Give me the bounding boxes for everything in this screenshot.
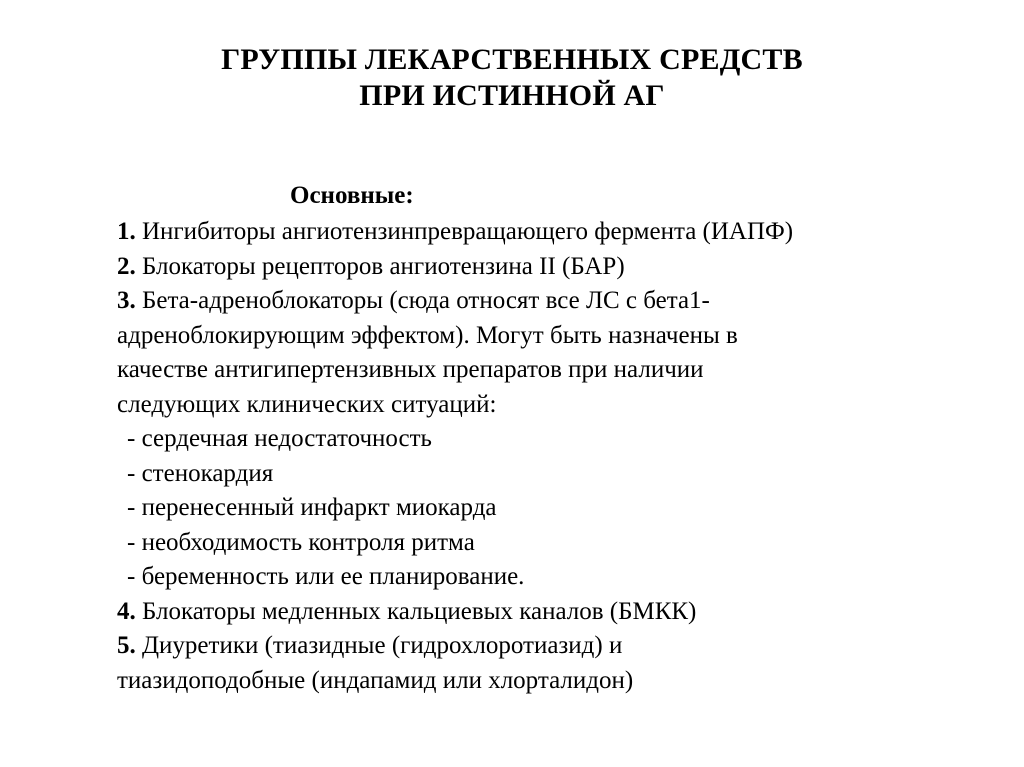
sub-item: - необходимость контроля ритма xyxy=(127,528,475,556)
item-text-continuation: тиазидоподобные (индапамид или хлорталидон) xyxy=(117,666,634,694)
title-line-2: ПРИ ИСТИННОЙ АГ xyxy=(359,79,665,112)
section-heading: Основные: xyxy=(290,182,414,209)
title-line-1: ГРУППЫ ЛЕКАРСТВЕННЫХ СРЕДСТВ xyxy=(221,43,803,76)
item-number: 3. xyxy=(117,287,136,314)
item-number: 5. xyxy=(117,632,136,659)
item-text: Блокаторы рецепторов ангиотензина II (БАР) xyxy=(142,252,625,280)
list-item-2 xyxy=(117,250,793,285)
item-text: Диуретики (тиазидные (гидрохлоротиазид) и xyxy=(142,632,623,659)
sub-item: - сердечная недостаточность xyxy=(127,425,432,452)
item-text-continuation: адреноблокирующим эффектом). Могут быть назначены в xyxy=(117,321,738,349)
list-item-1 xyxy=(117,215,793,250)
item-text-continuation: качестве антигипертензивных препаратов при наличии xyxy=(117,356,704,383)
sub-item: - стенокардия xyxy=(127,459,274,487)
list-item-5 xyxy=(117,629,793,664)
drug-groups-list xyxy=(117,215,793,698)
list-item-4 xyxy=(117,595,793,630)
sub-item: - беременность или ее планирование. xyxy=(127,563,525,590)
item-number: 1. xyxy=(117,218,136,245)
item-text-continuation: следующих клинических ситуаций: xyxy=(117,390,497,418)
item-number: 4. xyxy=(117,597,136,625)
item-text: Бета-адреноблокаторы (сюда относят все ЛС с бета1- xyxy=(142,287,710,314)
item-number: 2. xyxy=(117,252,136,280)
slide-title xyxy=(0,42,1024,114)
item-text: Блокаторы медленных кальциевых каналов (БМКК) xyxy=(142,597,697,625)
list-item-3 xyxy=(117,284,793,319)
item-text: Ингибиторы ангиотензинпревращающего фермента (ИАПФ) xyxy=(142,218,794,245)
sub-item: - перенесенный инфаркт миокарда xyxy=(127,494,497,521)
